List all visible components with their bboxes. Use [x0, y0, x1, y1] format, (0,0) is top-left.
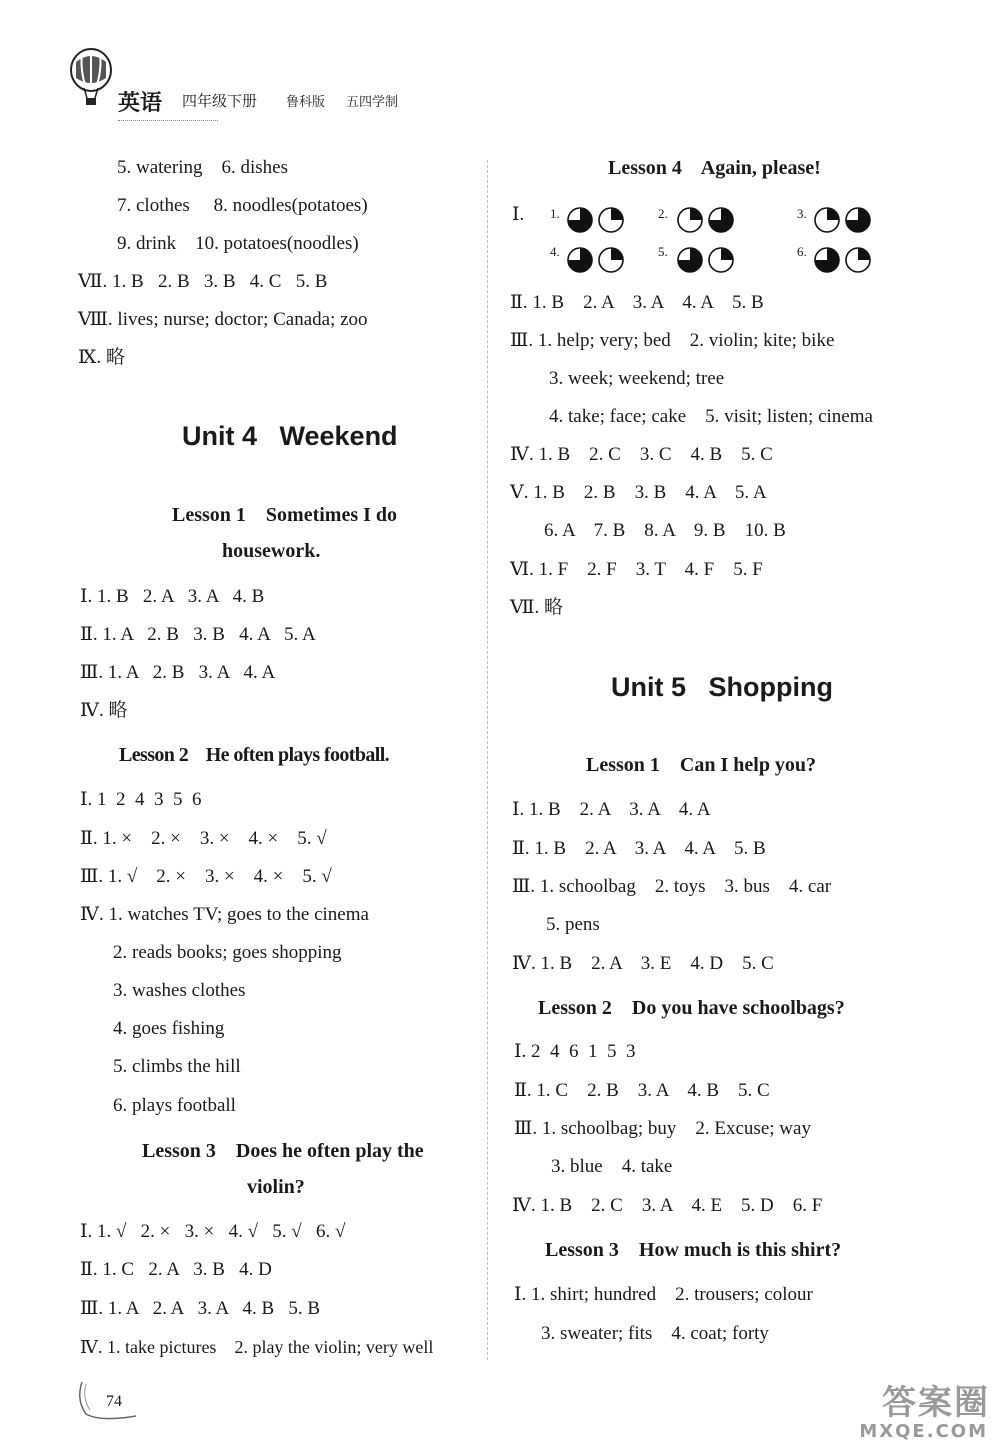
header-system: 五四学制 [346, 95, 399, 110]
answer-line: Ⅳ. 1. B 2. C 3. A 4. E 5. D 6. F [512, 1195, 823, 1216]
answer-line: Ⅱ. 1. C 2. B 3. A 4. B 5. C [514, 1080, 770, 1101]
lesson-title: Lesson 1 Can I help you? [586, 754, 817, 776]
pie-chart-icon [676, 246, 704, 274]
answer-line: Ⅰ. 1. √ 2. × 3. × 4. √ 5. √ 6. √ [80, 1221, 346, 1242]
pie-item-label: 5. [658, 244, 668, 259]
answer-line: Ⅲ. 1. A 2. A 3. A 4. B 5. B [80, 1298, 321, 1319]
answer-line: Ⅳ. 略 [80, 700, 128, 721]
lesson-title: Lesson 1 Sometimes I do [172, 504, 398, 526]
pie-item-label: 4. [550, 244, 560, 259]
column-divider [487, 160, 488, 1360]
answer-line: Ⅲ. 1. schoolbag; buy 2. Excuse; way [514, 1118, 811, 1139]
answer-line: Ⅰ. 1 2 4 3 5 6 [80, 789, 202, 810]
page-header [48, 40, 468, 130]
lesson-title: housework. [222, 540, 321, 562]
answer-line: 4. goes fishing [113, 1018, 225, 1039]
answer-line: Ⅱ. 1. × 2. × 3. × 4. × 5. √ [80, 828, 327, 849]
pie-item-label: 3. [797, 206, 807, 221]
answer-line: Ⅲ. 1. help; very; bed 2. violin; kite; bike [510, 330, 835, 351]
answer-line: Ⅴ. 1. B 2. B 3. B 4. A 5. A [510, 482, 767, 503]
answer-line: Ⅵ. 1. F 2. F 3. T 4. F 5. F [510, 559, 763, 580]
pie-chart-icon [676, 206, 704, 234]
answer-line: 3. blue 4. take [551, 1156, 673, 1177]
pie-chart-icon [566, 206, 594, 234]
answer-line: 9. drink 10. potatoes(noodles) [117, 233, 359, 254]
answer-line: Ⅲ. 1. schoolbag 2. toys 3. bus 4. car [512, 876, 832, 897]
answer-line: Ⅰ. 1. shirt; hundred 2. trousers; colour [514, 1284, 813, 1305]
answer-line: 4. take; face; cake 5. visit; listen; cinema [549, 406, 873, 427]
answer-line: 3. washes clothes [113, 980, 246, 1001]
answer-line: Ⅸ. 略 [78, 347, 125, 368]
lesson-title: violin? [247, 1176, 305, 1198]
lesson-title: Lesson 2 Do you have schoolbags? [538, 997, 845, 1019]
answer-line: 3. sweater; fits 4. coat; forty [541, 1323, 769, 1344]
lesson-title: Lesson 2 He often plays football. [119, 744, 390, 766]
answer-line: Ⅱ. 1. B 2. A 3. A 4. A 5. B [512, 838, 766, 859]
pie-item-label: 6. [797, 244, 807, 259]
lesson-title: Lesson 3 How much is this shirt? [545, 1239, 842, 1261]
answer-line: Ⅷ. lives; nurse; doctor; Canada; zoo [78, 309, 368, 330]
answer-line: Ⅱ. 1. A 2. B 3. B 4. A 5. A [80, 624, 316, 645]
pie-question-roman: Ⅰ. [512, 204, 525, 225]
header-subject: 英语 [118, 91, 163, 116]
answer-line: 5. watering 6. dishes [117, 157, 288, 178]
pie-chart-icon [813, 206, 841, 234]
watermark-bottom-text: MXQE.COM [859, 1421, 988, 1442]
header-divider [118, 120, 218, 121]
answer-line: Ⅲ. 1. √ 2. × 3. × 4. × 5. √ [80, 866, 332, 887]
answer-line: Ⅳ. 1. B 2. C 3. C 4. B 5. C [510, 444, 773, 465]
answer-line: Ⅰ. 1. B 2. A 3. A 4. B [80, 586, 265, 607]
unit-5-title: Unit 5 Shopping [611, 672, 833, 702]
answer-line: Ⅱ. 1. C 2. A 3. B 4. D [80, 1259, 272, 1280]
answer-line: Ⅶ. 略 [510, 597, 564, 618]
pie-chart-icon [844, 246, 872, 274]
pie-chart-icon [707, 246, 735, 274]
answer-line: 7. clothes 8. noodles(potatoes) [117, 195, 368, 216]
answer-line: Ⅳ. 1. B 2. A 3. E 4. D 5. C [512, 953, 774, 974]
answer-line: Ⅶ. 1. B 2. B 3. B 4. C 5. B [78, 271, 328, 292]
answer-line: Ⅳ. 1. take pictures 2. play the violin; very well [80, 1337, 434, 1357]
header-edition: 鲁科版 [286, 95, 326, 110]
answer-line: Ⅰ. 2 4 6 1 5 3 [514, 1041, 636, 1062]
lesson-title: Lesson 4 Again, please! [608, 157, 821, 179]
answer-line: 3. week; weekend; tree [549, 368, 725, 389]
answer-line: 5. pens [546, 914, 600, 935]
pie-chart-icon [844, 206, 872, 234]
answer-line: Ⅰ. 1. B 2. A 3. A 4. A [512, 799, 711, 820]
pie-item-label: 1. [550, 206, 560, 221]
answer-line: Ⅱ. 1. B 2. A 3. A 4. A 5. B [510, 292, 764, 313]
answer-line: 5. climbs the hill [113, 1056, 241, 1077]
watermark-top-text: 答案圈 [882, 1383, 990, 1423]
lesson-title: Lesson 3 Does he often play the [142, 1140, 424, 1162]
pie-chart-icon [597, 206, 625, 234]
unit-4-title: Unit 4 Weekend [182, 421, 398, 451]
answer-line: 2. reads books; goes shopping [113, 942, 342, 963]
pie-chart-icon [707, 206, 735, 234]
hot-air-balloon-icon [66, 48, 116, 110]
pie-item-label: 2. [658, 206, 668, 221]
header-grade: 四年级下册 [182, 92, 258, 110]
pie-chart-icon [813, 246, 841, 274]
answer-line: Ⅲ. 1. A 2. B 3. A 4. A [80, 662, 276, 683]
answer-line: Ⅳ. 1. watches TV; goes to the cinema [80, 904, 369, 925]
pie-chart-icon [566, 246, 594, 274]
answer-line: 6. plays football [113, 1095, 236, 1116]
watermark-logo [816, 1375, 996, 1447]
pie-chart-icon [597, 246, 625, 274]
page-number: 74 [106, 1393, 122, 1410]
answer-line: 6. A 7. B 8. A 9. B 10. B [544, 520, 786, 541]
